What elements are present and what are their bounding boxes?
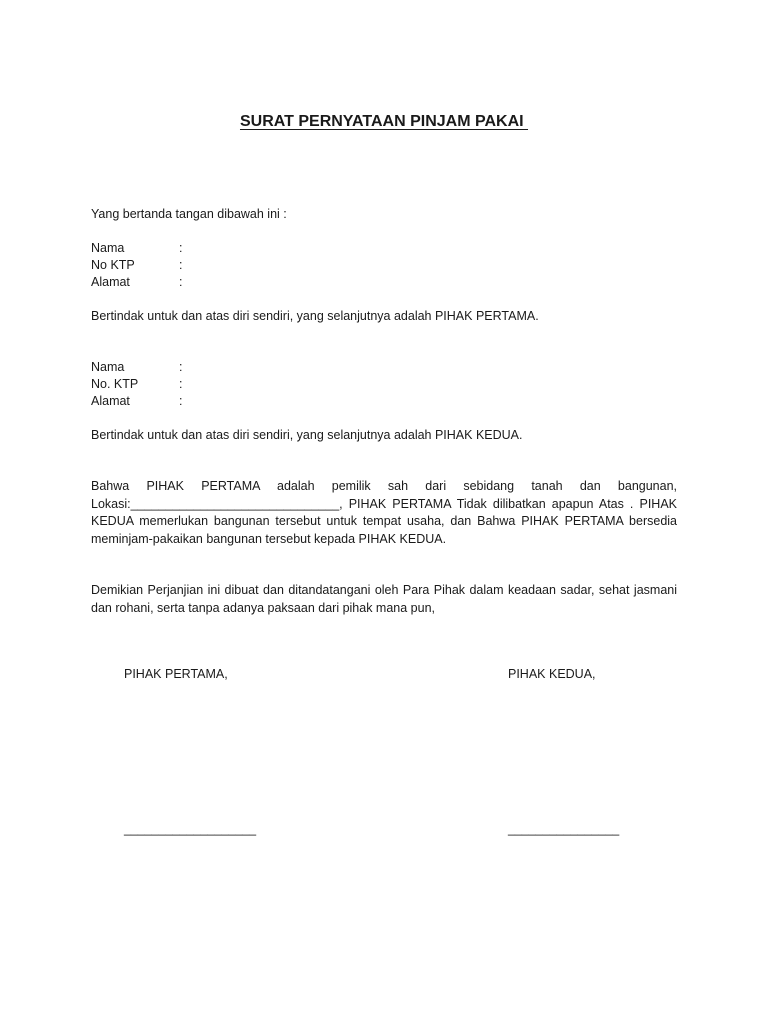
party2-ktp-label: No. KTP bbox=[91, 377, 139, 391]
party2-ktp-field bbox=[91, 376, 291, 393]
party1-signature-line: ___________________ bbox=[124, 822, 257, 836]
party1-address-label: Alamat bbox=[91, 275, 130, 289]
party2-signature-label: PIHAK KEDUA, bbox=[508, 667, 596, 681]
party1-address-field bbox=[91, 274, 291, 291]
party2-name-colon: : bbox=[179, 360, 183, 374]
party1-signature-label: PIHAK PERTAMA, bbox=[124, 667, 228, 681]
party2-ktp-colon: : bbox=[179, 377, 183, 391]
party1-ktp-colon: : bbox=[179, 258, 183, 272]
party2-name-label: Nama bbox=[91, 360, 125, 374]
party1-ktp-field bbox=[91, 257, 291, 274]
party1-name-field bbox=[91, 240, 291, 257]
closing-paragraph: Demikian Perjanjian ini dibuat dan ditandatangani oleh Para Pihak dalam keadaan sadar, sehat jasmani dan rohani, serta tanpa adanya paksaan dari pihak mana pun, bbox=[91, 583, 677, 615]
party1-name-colon: : bbox=[179, 241, 183, 255]
intro-text: Yang bertanda tangan dibawah ini : bbox=[91, 207, 287, 221]
document-title-text: SURAT PERNYATAAN PINJAM PAKAI bbox=[239, 113, 529, 130]
party2-address-colon: : bbox=[179, 394, 183, 408]
document-title bbox=[0, 113, 768, 131]
party1-ktp-label: No KTP bbox=[91, 258, 135, 272]
party1-name-label: Nama bbox=[91, 241, 125, 255]
party1-statement: Bertindak untuk dan atas diri sendiri, yang selanjutnya adalah PIHAK PERTAMA. bbox=[91, 309, 539, 323]
party2-statement: Bertindak untuk dan atas diri sendiri, yang selanjutnya adalah PIHAK KEDUA. bbox=[91, 428, 523, 442]
party2-name-field bbox=[91, 359, 291, 376]
party2-address-field bbox=[91, 393, 291, 410]
party2-signature-line: ________________ bbox=[508, 822, 620, 836]
agreement-paragraph: Bahwa PIHAK PERTAMA adalah pemilik sah dari sebidang tanah dan bangunan, Lokasi:______________________________, PIHAK PERTAMA Tidak dilibatkan apapun Atas . PIHAK KEDUA memerlukan bangunan tersebut untuk tempat usaha, dan Bahwa PIHAK PERTAMA bersedia meminjam-pakaikan bangunan tersebut kepada PIHAK KEDUA. bbox=[91, 479, 677, 546]
party2-address-label: Alamat bbox=[91, 394, 130, 408]
party1-address-colon: : bbox=[179, 275, 183, 289]
